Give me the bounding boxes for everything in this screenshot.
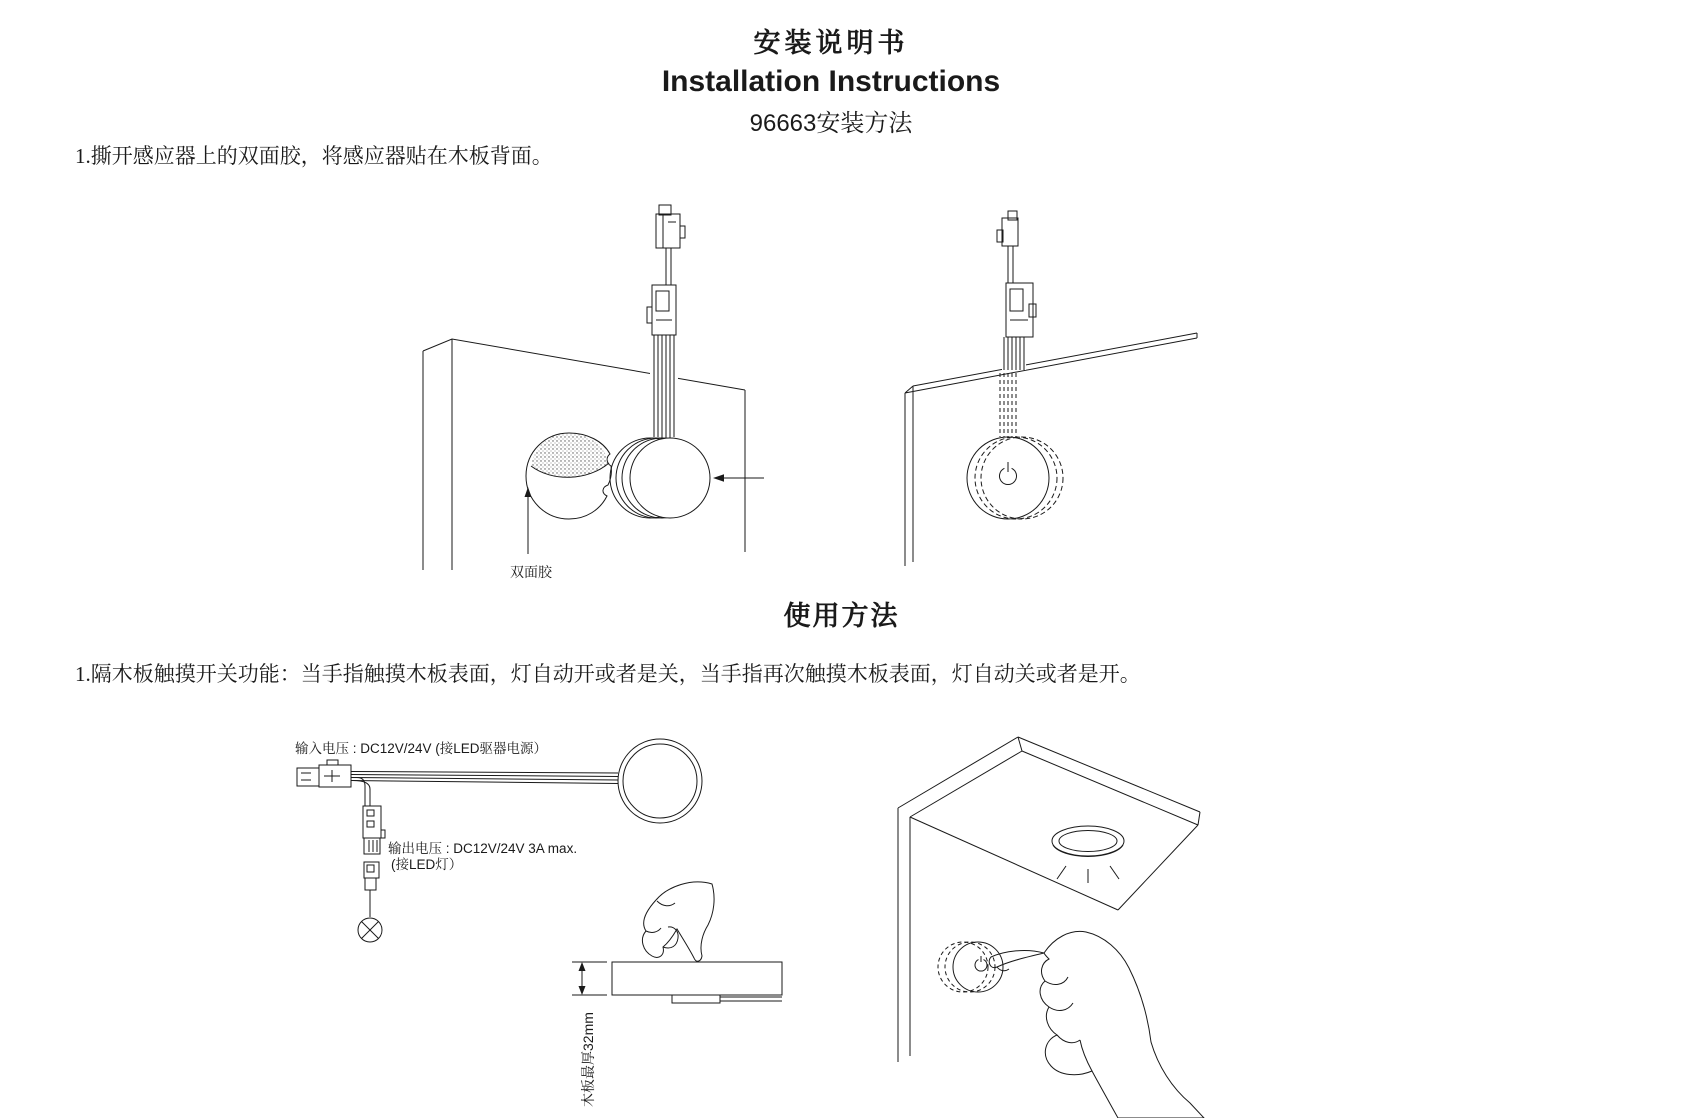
pressing-hand (642, 882, 714, 961)
sensor-disc (610, 438, 710, 518)
model-install-title: 96663安装方法 (749, 110, 913, 137)
ribbon-mask (1002, 338, 1026, 370)
adhesive-pad (526, 433, 611, 519)
page-title-zh: 安装说明书 (753, 28, 909, 58)
lamp-symbol (358, 918, 382, 942)
ribbon-cable-hidden (1000, 373, 1016, 437)
usage-section-title: 使用方法 (783, 601, 900, 631)
power-icon (975, 956, 987, 971)
sensor-disc (618, 739, 702, 823)
power-icon (1000, 462, 1017, 485)
light-rays (1057, 866, 1119, 883)
usage-step-1-text: 1.隔木板触摸开关功能：当手指触摸木板表面，灯自动开或者是关，当手指再次触摸木板表面，灯自动关或者是开。 (75, 662, 1141, 686)
input-connector (297, 760, 351, 787)
diagram-usage-cabinet (830, 700, 1260, 1118)
puck-light (1052, 826, 1124, 856)
output-voltage-label: 输出电压 : DC12V/24V 3A max. (388, 841, 578, 856)
touching-hand (989, 931, 1204, 1118)
pointer-arrow (713, 474, 764, 482)
cable-connector-assembly (647, 205, 685, 335)
adhesive-callout (510, 487, 553, 580)
install-step-1-text: 1.撕开感应器上的双面胶，将感应器贴在木板背面。 (75, 144, 553, 168)
sensor-disc (938, 942, 1003, 992)
input-voltage-label: 输入电压 : DC12V/24V (接LED驱器电源） (295, 741, 548, 756)
thickness-dimension (572, 962, 607, 1107)
output-voltage-label-2: (接LED灯） (391, 857, 463, 872)
sensor-disc (967, 437, 1063, 519)
diagram-install-left (380, 195, 780, 585)
board-thickness-label: 木板最厚32mm (580, 1012, 596, 1107)
inline-connector-block (363, 806, 385, 917)
wood-board-slab (612, 962, 782, 1003)
cabinet (898, 737, 1200, 1062)
wires (351, 772, 618, 807)
diagram-usage-wiring (280, 700, 800, 1118)
diagram-install-right (830, 195, 1250, 585)
page-title-en: Installation Instructions (661, 65, 1001, 98)
adhesive-label: 双面胶 (510, 564, 552, 580)
cable-connector-assembly (997, 211, 1036, 337)
